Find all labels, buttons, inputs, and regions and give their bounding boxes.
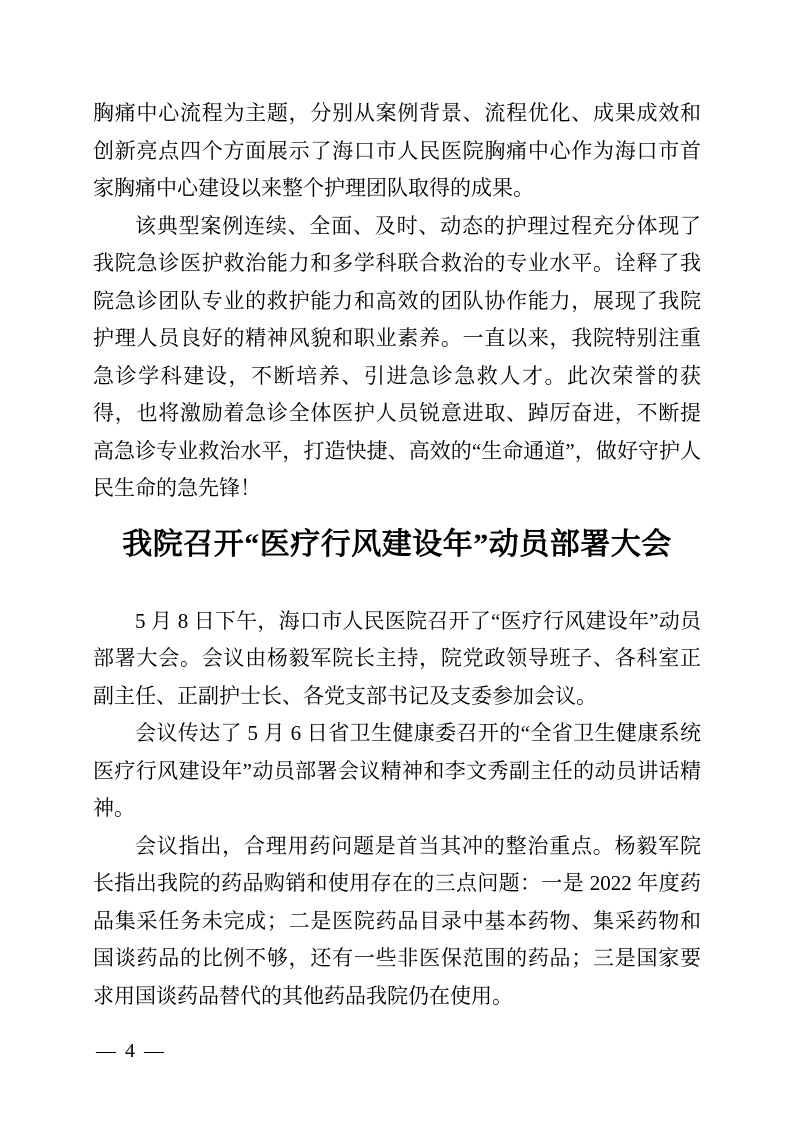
page-number: — 4 — — [96, 1040, 166, 1062]
paragraph-meeting-points: 会议指出，合理用药问题是首当其冲的整治重点。杨毅军院长指出我院的药品购销和使用存在的三点问题：一是 2022 年度药品集采任务未完成；二是医院药品目录中基本药物、集采药物和国谈药品的比例不够，还有一些非医保范围的药品；三是国家要求用国谈药品替代的其他药品我院仍在使用。 — [93, 833, 701, 1008]
paragraph-meeting-opening: 5 月 8 日下午，海口市人民医院召开了“医疗行风建设年”动员部署大会。会议由杨毅军院长主持，院党政领导班子、各科室正副主任、正副护士长、各党支部书记及支委参加会议。 — [93, 608, 701, 708]
paragraph-chest-pain-center: 胸痛中心流程为主题，分别从案例背景、流程优化、成果成效和创新亮点四个方面展示了海口市人民医院胸痛中心作为海口市首家胸痛中心建设以来整个护理团队取得的成果。 — [93, 101, 701, 200]
text-block — [93, 95, 701, 1015]
paragraph-typical-case: 该典型案例连续、全面、及时、动态的护理过程充分体现了我院急诊医护救治能力和多学科联合救治的专业水平。诠释了我院急诊团队专业的救护能力和高效的团队协作能力，展现了我院护理人员良好的精神风貌和职业素养。一直以来，我院特别注重急诊学科建设，不断培养、引进急诊急救人才。此次荣誉的获得，也将激励着急诊全体医护人员锐意进取、踔厉奋进，不断提高急诊专业救治水平，打造快捷、高效的“生命通道”，做好守护人民生命的急先锋！ — [93, 213, 701, 500]
paragraph-meeting-relay: 会议传达了 5 月 6 日省卫生健康委召开的“全省卫生健康系统医疗行风建设年”动员部署会议精神和李文秀副主任的动员讲话精神。 — [93, 721, 701, 820]
article-title: 我院召开“医疗行风建设年”动员部署大会 — [122, 527, 672, 561]
